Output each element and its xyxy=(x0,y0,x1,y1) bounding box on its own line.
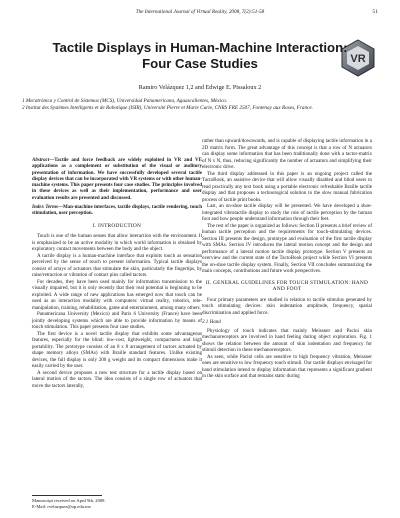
paragraph: rather than upward/downwards, and is capable of displaying tactile information in a 2D matrix form. The great advantage of this concept is that a row of N actuators can display some information that has been traditionally done with a tactor-matrix of N x N, thus, reducing significantly the number of actuators and simplifying their electronic drive. xyxy=(202,138,372,170)
paragraph: The rest of the paper is organized as follows: Section II presents a brief review of human tactile perception and the requirements for touch-stimulating devices. Section III presents the design, prototype and evaluation of the first tactile display with SMAs. Section IV introduces the lateral motion concept and the design and performance of a lateral motion tactile display prototype. Section V presents an overview and the current state of the TactoBook project while Section VI presents the on-shoe tactile display system. Finally, Section VII concludes summarizing the main concepts, contributions and future work perspectives. xyxy=(202,222,372,274)
svg-text:VR: VR xyxy=(350,53,366,65)
running-head: The International Journal of Virtual Reality, 2008, 7(2):51-58 xyxy=(135,9,265,15)
paper-title: Tactile Displays in Human-Machine Interaction: Four Case Studies xyxy=(52,40,348,71)
abstract-text: —Tactile and force feedback are widely exploited in VR and VE applications as a complement or substitution of the visual or auditory presentation of information. We have successfully developed several tactile display devices that can be incorporated with VR systems or with other human-machine systems. This paper presents four case studies. The principles involved in these devices as well as their implementation, performance and user evaluation results are presented and discussed. xyxy=(32,158,202,201)
left-column xyxy=(32,158,202,389)
footnote-email: E-Mail: rvelazquez@up.edu.mx xyxy=(32,503,91,509)
keywords-text: —Man-machine interfaces, tactile displays, tactile rendering, touch stimulation, user perception. xyxy=(32,205,202,217)
affiliation-2: 2 Institut des Systèmes Intelligents et de Robotique (ISIR), Université Pierre et Marie Curie, CNRS FRE 2507, Fontenay aux Roses, France. xyxy=(22,105,313,111)
section-heading: II. GENERAL GUIDELINES FOR TOUCH STIMULATION: HAND AND FOOT xyxy=(205,279,369,292)
footnote-received: Manuscript received on April 9th, 2008. xyxy=(32,498,106,503)
footnote-rule xyxy=(32,495,102,496)
section-heading: I. INTRODUCTION xyxy=(92,222,142,229)
right-column xyxy=(202,24,372,380)
paragraph: Touch is one of the human senses that allow interaction with the environment. It is emphasized to be an active modality in which world information is obtained by exploratory contact movements between the body and the object. xyxy=(32,233,202,253)
paragraph: Panamericana University (Mexico) and Paris 6 University (France) have been jointly developing systems which are able to provide information by means of touch stimulation. This paper presents four case studies. xyxy=(32,311,202,331)
paragraph: For decades, they have been used mainly for information transmission to the visually impaired, but it is only recently that their real potential is beginning to be exploited. A wide range of new applications has emerged now that touch can be used as an interaction modality with computers: virtual reality, robotics, tele-manipulation, training, rehabilitation, game and entertainment, among many others. xyxy=(32,278,202,311)
paragraph: Physiology of touch indicates that mainly Meissner and Pacini skin mechanoreceptors are involved in hand feeling during object exploration. Fig. 1 shows the relation between the amount of skin indentation and frequency for stimuli detection in these mechanoreceptors. xyxy=(202,327,372,353)
affiliation-1: 1 Mecatrónica y Control de Sistemas (MCS), Universidad Panamericana, Aguascalientes, México. xyxy=(22,98,228,104)
keywords-lead: Index Terms xyxy=(32,205,58,211)
paragraph: The first device is a novel tactile display that exhibits some advantageous features, especially for the blind: low-cost, lightweight, compactness and high portability. The prototype consists of an 8 x 8 arrangement of tactors actuated by shape memory alloys (SMAs) with Braille standard features. Unlike existing devices, the full display is only 200 g weight and its compact dimensions make it easily carried by the user. xyxy=(32,330,202,370)
paragraph: A tactile display is a human-machine interface that exploits touch as sensation perceived by the sense of touch to present information. Typical tactile displays consist of arrays of actuators that stimulate the skin, particularly the fingertips, by raise/retraction or vibration of contact pins called tactors. xyxy=(32,252,202,279)
footnote xyxy=(32,498,202,509)
abstract xyxy=(32,158,202,202)
paragraph: Last, an on-shoe tactile display will be presented. We have developed a shoe-integrated vibrotactile display to study the role of tactile perception by the human foot and how people understand information through their feet. xyxy=(202,203,372,222)
paragraph: As seen, while Pacini cells are sensitive to high frequency vibration, Meissner ones are sensitive to low frequency touch stimuli. Our tactile displays envisaged for hand stimulation intend to display information that represents a significant gradient in the skin surface and that remains static during xyxy=(202,353,372,379)
keywords xyxy=(32,205,202,218)
paragraph: A second device proposes a new test structure for a tactile display based on lateral motion of the tactors. The idea consists of a single row of actuators that move the tactors laterally, xyxy=(32,369,202,389)
page-number: 51 xyxy=(372,9,378,15)
paragraph: The third display addressed in this paper is an ongoing project called the TactoBook, an assistive device that will allow visually disabled and blind users to read practically any text book using a portable electronic refreshable Braille tactile display and that proposes a technological solution to the slow manual fabrication process of tactile print books. xyxy=(202,170,372,203)
subsection-heading: 2.1 Hand xyxy=(202,319,221,325)
author-line: Ramiro Velázquez 1,2 and Edwige E. Pissaloux 2 xyxy=(138,84,262,91)
paragraph: Four primary parameters are studied in relation to tactile stimulus generated by touch stimulating devices: skin indentation amplitude, frequency, spatial discrimination and applied force. xyxy=(202,296,372,316)
abstract-lead: Abstract xyxy=(32,158,50,163)
